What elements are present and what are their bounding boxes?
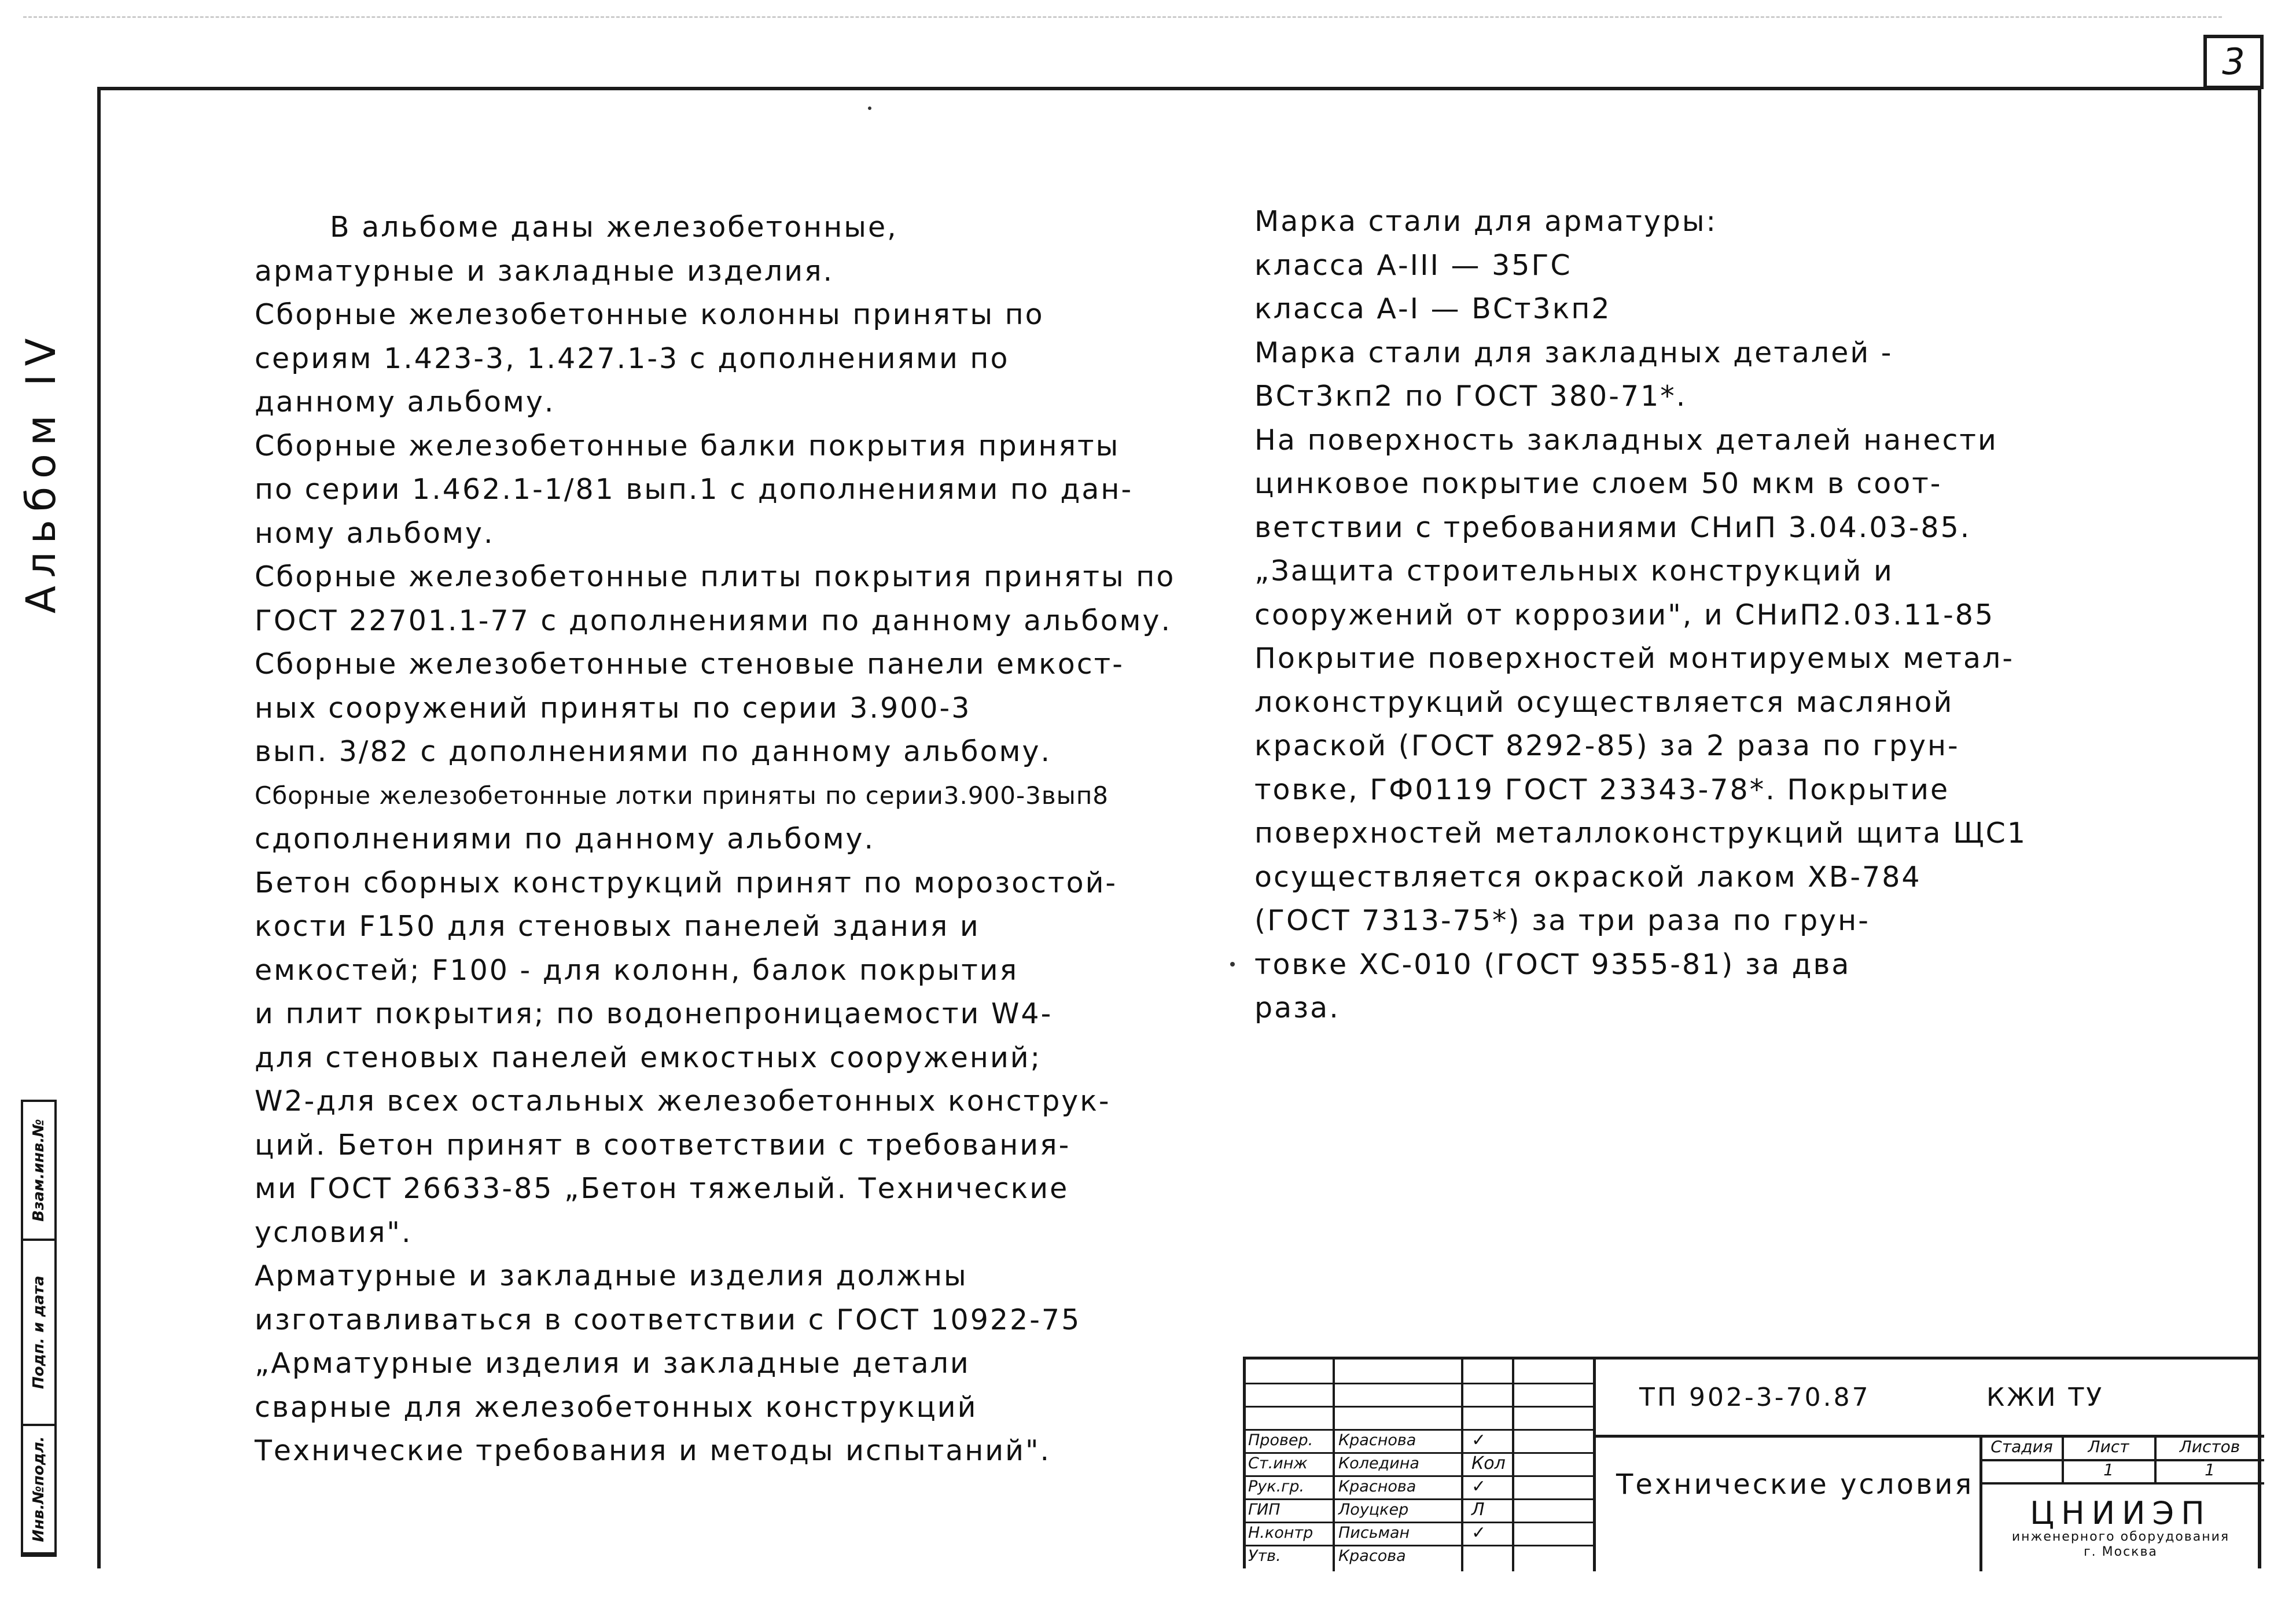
organization-full-name: инженерного оборудования [2011, 1530, 2230, 1544]
title-block: Провер. Краснова ✓ Ст.инж Коледина Кол Рук.гр. Краснова ✓ ГИП Лоуцкер Л Н.контр Письман ✓ Утв. Красова ТП 902-3-70.87 КЖИ ТУ Технические условия Стадия Лист Листов 1 1 ЦНИИЭП инженерного оборудования г. Москва [1243, 1357, 2261, 1568]
text-line: ми ГОСТ 26633-85 „Бетон тяжелый. Технические [255, 1172, 1069, 1205]
text-line: W2-для всех остальных железобетонных конструк- [255, 1085, 1111, 1118]
document-code: ТП 902-3-70.87 [1639, 1383, 1871, 1412]
text-line: условия". [255, 1215, 413, 1249]
text-line: Технические требования и методы испытаний". [255, 1434, 1051, 1467]
scan-edge-line [23, 16, 2222, 20]
sheets-header: Листов [2179, 1437, 2240, 1456]
right-text-column [1254, 200, 2027, 1030]
text-line: На поверхность закладных деталей нанести [1254, 423, 1998, 457]
grid-line [1979, 1482, 2264, 1485]
grid-line [1593, 1360, 1596, 1571]
text-line: вып. 3/82 с дополнениями по данному альбому. [255, 735, 1052, 768]
text-line: сооружений от коррозии", и СНиП2.03.11-85 [1254, 598, 1995, 631]
text-line: сварные для железобетонных конструкций [255, 1390, 978, 1424]
text-line: Сборные железобетонные плиты покрытия приняты по [255, 560, 1176, 593]
document-title: Технические условия [1616, 1468, 1974, 1501]
album-label: Альбом IV [17, 330, 65, 613]
text-line: Сборные железобетонные балки покрытия приняты [255, 429, 1120, 462]
text-line: ветствии с требованиями СНиП 3.04.03-85. [1254, 510, 1971, 544]
organization [1982, 1497, 2260, 1560]
text-line: и плит покрытия; по водонепроницаемости W4- [255, 997, 1053, 1030]
text-line: емкостей; F100 - для колонн, балок покрытия [255, 953, 1019, 987]
stamp-cell-replacement: Взам.инв.№ [23, 1102, 54, 1241]
text-line: раза. [1254, 991, 1340, 1024]
text-line: Марка стали для закладных деталей - [1254, 336, 1893, 369]
text-line: сдополнениями по данному альбому. [255, 822, 875, 855]
text-line: данному альбому. [255, 385, 555, 418]
text-line: „Защита строительных конструкций и [1254, 554, 1894, 587]
text-line: изготавливаться в соответствии с ГОСТ 10922-75 [255, 1303, 1081, 1336]
stamp-cell-signature-date: Подп. и дата [23, 1241, 54, 1426]
text-line: цинковое покрытие слоем 50 мкм в соот- [1254, 467, 1942, 500]
text-line: Покрытие поверхностей монтируемых метал- [1254, 642, 2015, 675]
text-line: ГОСТ 22701.1-77 с дополнениями по данному альбому. [255, 604, 1172, 637]
text-line: кости F150 для стеновых панелей здания и [255, 910, 980, 943]
text-line: для стеновых панелей емкостных сооружений; [255, 1041, 1042, 1074]
text-line: Арматурные и закладные изделия должны [255, 1259, 968, 1292]
sheets-value: 1 [2205, 1460, 2215, 1479]
text-line: локонструкций осуществляется масляной [1254, 685, 1954, 719]
side-stamp-column [21, 1100, 57, 1557]
scan-speck [868, 106, 871, 110]
text-line: Марка стали для арматуры: [1254, 205, 1718, 238]
stamp-cell-inventory: Инв.№подл. [23, 1426, 54, 1555]
text-line: ных сооружений приняты по серии 3.900-3 [255, 691, 972, 725]
text-line: класса А-III — 35ГС [1254, 248, 1572, 282]
stage-header: Стадия [1990, 1437, 2053, 1456]
section-code: КЖИ ТУ [1986, 1383, 2104, 1412]
text-line: (ГОСТ 7313-75*) за три раза по грун- [1254, 904, 1870, 937]
text-line: Сборные железобетонные колонны приняты по [255, 298, 1044, 331]
text-line: поверхностей металлоконструкций щита ЩС1 [1254, 817, 2028, 850]
scan-speck [1230, 962, 1235, 967]
sheet-number: 3 [2203, 35, 2264, 89]
text-line: осуществляется окраской лаком ХВ-784 [1254, 860, 1922, 894]
text-line: ВСт3кп2 по ГОСТ 380-71*. [1254, 380, 1687, 413]
text-line: по серии 1.462.1-1/81 вып.1 с дополнениями по дан- [255, 473, 1134, 506]
grid-line [1246, 1406, 1593, 1408]
text-line: краской (ГОСТ 8292-85) за 2 раза по грун- [1254, 729, 1960, 762]
text-line: Сборные железобетонные стеновые панели емкост- [255, 648, 1124, 681]
text-line: класса А-I — ВСт3кп2 [1254, 292, 1611, 325]
text-line: арматурные и закладные изделия. [255, 254, 834, 288]
text-line: Сборные железобетонные лотки приняты по серии3.900-3вып8 [255, 781, 1109, 810]
sheet-value: 1 [2103, 1460, 2114, 1479]
text-line: ному альбому. [255, 516, 495, 550]
text-line: товке ХС-010 (ГОСТ 9355-81) за два [1254, 947, 1851, 981]
text-line: сериям 1.423-3, 1.427.1-3 с дополнениями по [255, 341, 1010, 375]
text-line: В альбоме даны железобетонные, [330, 211, 898, 244]
text-line: „Арматурные изделия и закладные детали [255, 1347, 970, 1380]
organization-city: г. Москва [2084, 1545, 2158, 1559]
grid-line [1512, 1360, 1514, 1571]
text-line: ций. Бетон принят в соответствии с требования- [255, 1128, 1071, 1162]
grid-line [1246, 1383, 1593, 1384]
organization-name: ЦНИИЭП [2030, 1495, 2212, 1531]
text-line: Бетон сборных конструкций принят по морозостой- [255, 866, 1118, 899]
text-line: товке, ГФ0119 ГОСТ 23343-78*. Покрытие [1254, 773, 1950, 806]
sheet-header: Лист [2088, 1437, 2129, 1456]
left-text-column [255, 205, 1175, 1473]
